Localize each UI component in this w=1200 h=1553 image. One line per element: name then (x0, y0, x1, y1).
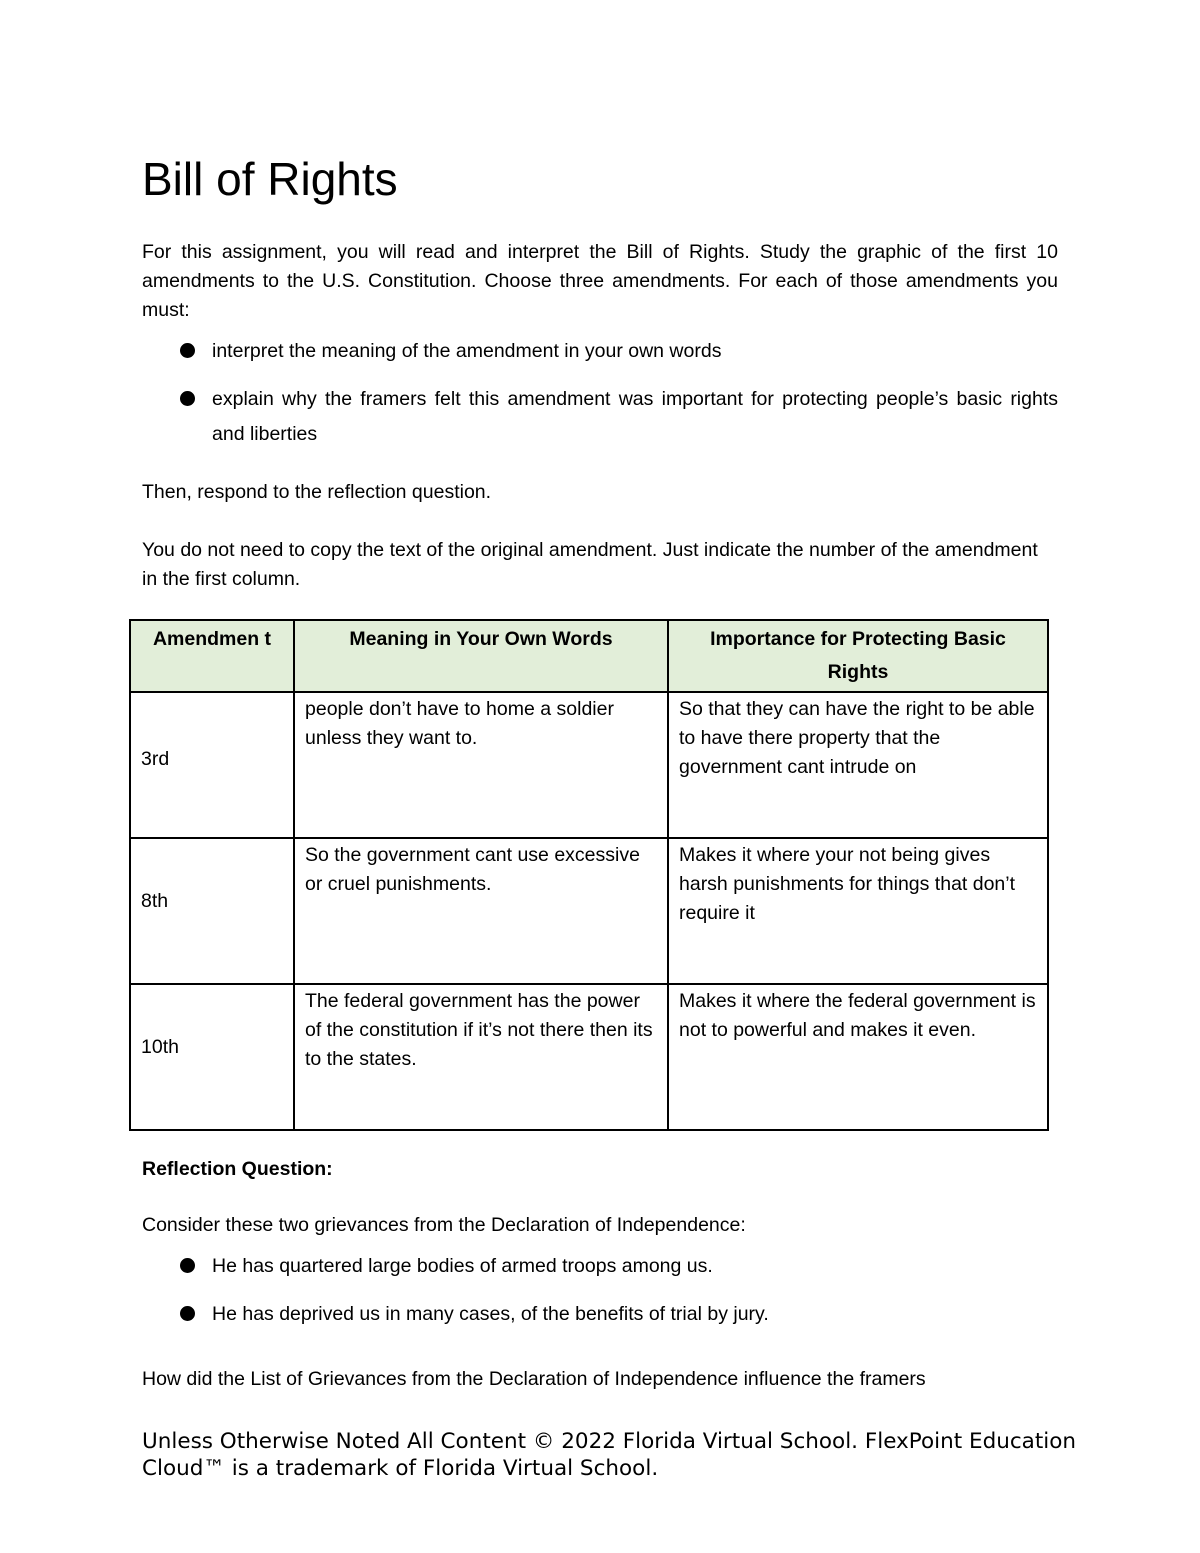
bullet-dot-icon (180, 391, 195, 406)
importance-cell: Makes it where the federal government is not to powerful and makes it even. (668, 984, 1048, 1130)
amendment-cell (130, 692, 294, 838)
amendment-number: 3rd (141, 747, 170, 770)
meaning-cell: people don’t have to home a soldier unless they want to. (294, 692, 668, 838)
amendment-number: 10th (141, 1035, 179, 1058)
bullet-dot-icon (180, 343, 195, 358)
table-row (130, 692, 1048, 838)
table-row (130, 984, 1048, 1130)
grievance-text: He has quartered large bodies of armed troops among us. (212, 1255, 713, 1277)
task-text: interpret the meaning of the amendment in your own words (212, 340, 722, 362)
instruction-paragraph: You do not need to copy the text of the original amendment. Just indicate the number of the amendment in the first column. (142, 539, 1038, 590)
meaning-cell: So the government cant use excessive or cruel punishments. (294, 838, 668, 984)
amendments-table (129, 619, 1049, 1131)
amendment-cell (130, 838, 294, 984)
bullet-dot-icon (180, 1258, 195, 1273)
grievance-text: He has deprived us in many cases, of the benefits of trial by jury. (212, 1303, 769, 1325)
reflection-question: How did the List of Grievances from the Declaration of Independence influence the framers (142, 1368, 926, 1390)
amendment-cell (130, 984, 294, 1130)
copyright-footer: Unless Otherwise Noted All Content © 2022 Florida Virtual School. FlexPoint Education Cloud™ is a trademark of Florida Virtual School. (142, 1429, 1077, 1481)
task-text: explain why the framers felt this amendment was important for protecting people’s basic rights and liberties (212, 388, 1058, 445)
importance-cell: So that they can have the right to be able to have there property that the government cant intrude on (668, 692, 1048, 838)
table-row (130, 838, 1048, 984)
amendment-number: 8th (141, 889, 169, 912)
then-paragraph: Then, respond to the reflection question. (142, 481, 492, 503)
reflection-label: Reflection Question: (142, 1158, 333, 1180)
intro-paragraph: For this assignment, you will read and interpret the Bill of Rights. Study the graphic of the first 10 amendments to the U.S. Constitution. Choose three amendments. For each of those amendments you must: (142, 241, 1058, 321)
meaning-cell: The federal government has the power of the constitution if it’s not there then its to the states. (294, 984, 668, 1130)
reflection-prompt: Consider these two grievances from the Declaration of Independence: (142, 1214, 746, 1236)
header-importance: Importance for Protecting Basic Rights (668, 620, 1048, 692)
importance-cell: Makes it where your not being gives harsh punishments for things that don’t require it (668, 838, 1048, 984)
page-title: Bill of Rights (142, 153, 398, 205)
header-amendment: Amendmen t (130, 620, 294, 692)
table-header-row (130, 620, 1048, 692)
header-meaning: Meaning in Your Own Words (294, 620, 668, 692)
bullet-dot-icon (180, 1306, 195, 1321)
